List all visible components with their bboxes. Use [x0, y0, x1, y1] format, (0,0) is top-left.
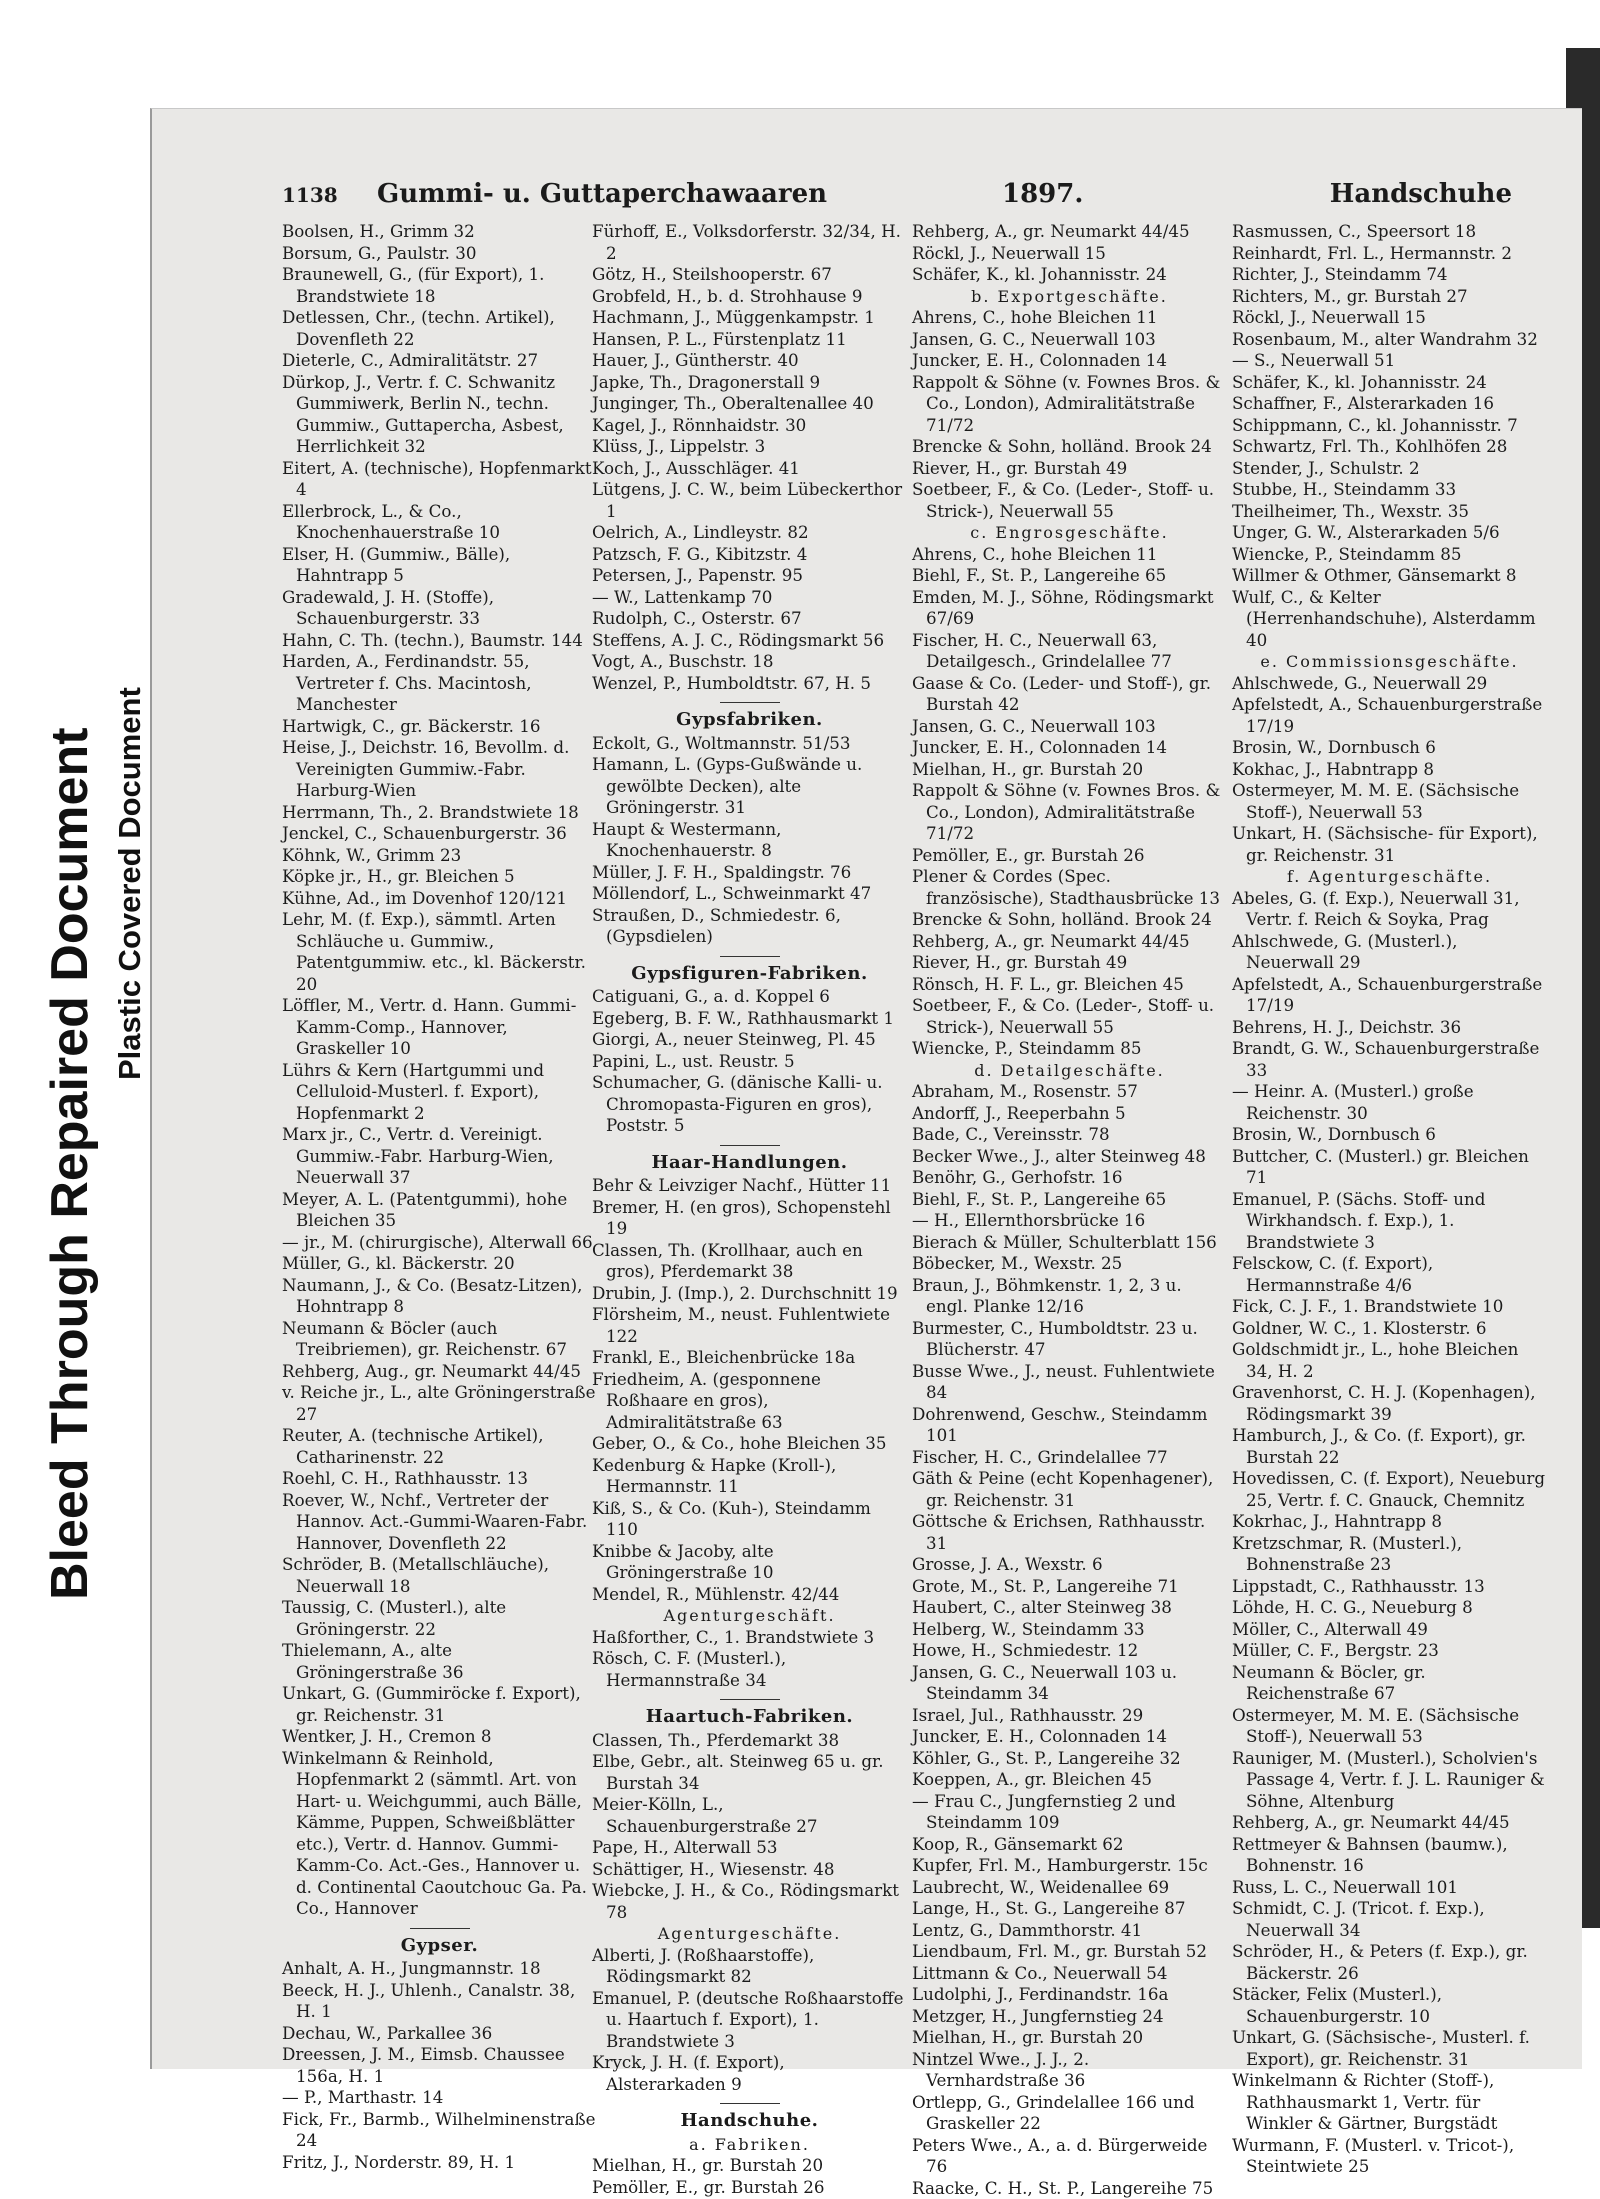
section-heading: Gypsfiguren-Fabriken. — [592, 963, 907, 985]
directory-entry: Apfelstedt, A., Schauenburgerstraße 17/19 — [1232, 974, 1547, 1017]
directory-entry: Fritz, J., Norderstr. 89, H. 1 — [282, 2152, 597, 2174]
directory-entry: Fischer, H. C., Grindelallee 77 — [912, 1447, 1227, 1469]
directory-entry: Soetbeer, F., & Co. (Leder-, Stoff- u. Strick-), Neuerwall 55 — [912, 995, 1227, 1038]
directory-entry: Schättiger, H., Wiesenstr. 48 — [592, 1859, 907, 1881]
column-2 — [592, 221, 907, 2198]
directory-entry: — H., Ellernthorsbrücke 16 — [912, 1210, 1227, 1232]
directory-entry: Hamburch, J., & Co. (f. Export), gr. Burstah 22 — [1232, 1425, 1547, 1468]
directory-entry: Flörsheim, M., neust. Fuhlentwiete 122 — [592, 1304, 907, 1347]
directory-entry: Plener & Cordes (Spec. französische), Stadthausbrücke 13 — [912, 866, 1227, 909]
directory-entry: Fick, C. J. F., 1. Brandstwiete 10 — [1232, 1296, 1547, 1318]
directory-entry: Laubrecht, W., Weidenallee 69 — [912, 1877, 1227, 1899]
directory-entry: Schäfer, K., kl. Johannisstr. 24 — [912, 264, 1227, 286]
directory-entry: Felsckow, C. (f. Export), Hermannstraße 4/6 — [1232, 1253, 1547, 1296]
directory-entry: Wentker, J. H., Cremon 8 — [282, 1726, 597, 1748]
directory-entry: Rosenbaum, M., alter Wandrahm 32 — [1232, 329, 1547, 351]
directory-entry: Löhde, H. C. G., Neueburg 8 — [1232, 1597, 1547, 1619]
directory-entry: Unger, G. W., Alsterarkaden 5/6 — [1232, 522, 1547, 544]
directory-entry: Möller, C., Alterwall 49 — [1232, 1619, 1547, 1641]
directory-entry: Naumann, J., & Co. (Besatz-Litzen), Hohntrapp 8 — [282, 1275, 597, 1318]
directory-entry: Schaffner, F., Alsterarkaden 16 — [1232, 393, 1547, 415]
directory-entry: Giorgi, A., neuer Steinweg, Pl. 45 — [592, 1029, 907, 1051]
directory-entry: Goldschmidt jr., L., hohe Bleichen 34, H. 2 — [1232, 1339, 1547, 1382]
subsection-heading: b. Exportgeschäfte. — [912, 286, 1227, 308]
directory-entry: Juncker, E. H., Colonnaden 14 — [912, 1726, 1227, 1748]
directory-entry: Heise, J., Deichstr. 16, Bevollm. d. Vereinigten Gummiw.-Fabr. Harburg-Wien — [282, 737, 597, 802]
directory-entry: Köpke jr., H., gr. Bleichen 5 — [282, 866, 597, 888]
directory-entry: Ahrens, C., hohe Bleichen 11 — [912, 544, 1227, 566]
directory-entry: Lentz, G., Dammthorstr. 41 — [912, 1920, 1227, 1942]
directory-entry: Richter, J., Steindamm 74 — [1232, 264, 1547, 286]
directory-entry: Röckl, J., Neuerwall 15 — [912, 243, 1227, 265]
plastic-covered-stamp: Plastic Covered Document — [112, 687, 148, 1080]
directory-entry: — jr., M. (chirurgische), Alterwall 66 — [282, 1232, 597, 1254]
column-3 — [912, 221, 1227, 2199]
directory-entry: Lütgens, J. C. W., beim Lübeckerthor 1 — [592, 479, 907, 522]
directory-entry: Unkart, G. (Sächsische-, Musterl. f. Export), gr. Reichenstr. 31 — [1232, 2027, 1547, 2070]
directory-entry: Wenzel, P., Humboldtstr. 67, H. 5 — [592, 673, 907, 695]
directory-entry: Koch, J., Ausschläger. 41 — [592, 458, 907, 480]
directory-entry: Riever, H., gr. Burstah 49 — [912, 458, 1227, 480]
directory-entry: Brandt, G. W., Schauenburgerstraße 33 — [1232, 1038, 1547, 1081]
directory-entry: Lange, H., St. G., Langereihe 87 — [912, 1898, 1227, 1920]
directory-entry: Elbe, Gebr., alt. Steinweg 65 u. gr. Burstah 34 — [592, 1751, 907, 1794]
directory-entry: — P., Marthastr. 14 — [282, 2087, 597, 2109]
directory-entry: Biehl, F., St. P., Langereihe 65 — [912, 565, 1227, 587]
directory-entry: Möllendorf, L., Schweinmarkt 47 — [592, 883, 907, 905]
directory-entry: Rösch, C. F. (Musterl.), Hermannstraße 34 — [592, 1648, 907, 1691]
section-divider — [720, 1145, 780, 1146]
directory-entry: Elser, H. (Gummiw., Bälle), Hahntrapp 5 — [282, 544, 597, 587]
scan-stamps — [0, 540, 120, 1640]
directory-page — [150, 108, 1582, 2069]
directory-entry: Koeppen, A., gr. Bleichen 45 — [912, 1769, 1227, 1791]
directory-entry: Kokhac, J., Habntrapp 8 — [1232, 759, 1547, 781]
directory-entry: Rehberg, A., gr. Neumarkt 44/45 — [1232, 1812, 1547, 1834]
section-divider — [720, 2103, 780, 2104]
directory-entry: Stubbe, H., Steindamm 33 — [1232, 479, 1547, 501]
directory-entry: Buttcher, C. (Musterl.) gr. Bleichen 71 — [1232, 1146, 1547, 1189]
directory-entry: Jansen, G. C., Neuerwall 103 — [912, 716, 1227, 738]
page-title: Gummi- u. Guttaperchawaaren — [377, 179, 827, 209]
directory-entry: Juncker, E. H., Colonnaden 14 — [912, 737, 1227, 759]
directory-entry: Jansen, G. C., Neuerwall 103 — [912, 329, 1227, 351]
section-heading: Haar-Handlungen. — [592, 1152, 907, 1174]
directory-entry: Ludolphi, J., Ferdinandstr. 16a — [912, 1984, 1227, 2006]
directory-entry: Herrmann, Th., 2. Brandstwiete 18 — [282, 802, 597, 824]
directory-entry: Catiguani, G., a. d. Koppel 6 — [592, 986, 907, 1008]
directory-entry: Pemöller, E., gr. Burstah 26 — [592, 2177, 907, 2199]
directory-entry: Knibbe & Jacoby, alte Gröningerstraße 10 — [592, 1541, 907, 1584]
directory-entry: Schumacher, G. (dänische Kalli- u. Chromopasta-Figuren en gros), Poststr. 5 — [592, 1072, 907, 1137]
section-divider — [410, 1928, 470, 1929]
directory-entry: Gravenhorst, C. H. J. (Kopenhagen), Rödingsmarkt 39 — [1232, 1382, 1547, 1425]
directory-entry: Russ, L. C., Neuerwall 101 — [1232, 1877, 1547, 1899]
directory-entry: Apfelstedt, A., Schauenburgerstraße 17/19 — [1232, 694, 1547, 737]
directory-entry: Ostermeyer, M. M. E. (Sächsische Stoff-), Neuerwall 53 — [1232, 1705, 1547, 1748]
directory-entry: Böbecker, M., Wexstr. 25 — [912, 1253, 1227, 1275]
directory-entry: Neumann & Böcler (auch Treibriemen), gr. Reichenstr. 67 — [282, 1318, 597, 1361]
directory-entry: Bade, C., Vereinsstr. 78 — [912, 1124, 1227, 1146]
directory-entry: Kretzschmar, R. (Musterl.), Bohnenstraße 23 — [1232, 1533, 1547, 1576]
directory-entry: Biehl, F., St. P., Langereihe 65 — [912, 1189, 1227, 1211]
directory-entry: Ortlepp, G., Grindelallee 166 und Graskeller 22 — [912, 2092, 1227, 2135]
directory-entry: Raacke, C. H., St. P., Langereihe 75 — [912, 2178, 1227, 2199]
directory-entry: Jenckel, C., Schauenburgerstr. 36 — [282, 823, 597, 845]
directory-entry: Löffler, M., Vertr. d. Hann. Gummi-Kamm-Comp., Hannover, Graskeller 10 — [282, 995, 597, 1060]
directory-entry: Bierach & Müller, Schulterblatt 156 — [912, 1232, 1227, 1254]
directory-entry: Rappolt & Söhne (v. Fownes Bros. & Co., London), Admiralitätstraße 71/72 — [912, 780, 1227, 845]
directory-entry: Schippmann, C., kl. Johannisstr. 7 — [1232, 415, 1547, 437]
bleed-through-stamp: Bleed Through Repaired Document — [40, 727, 100, 1600]
directory-entry: Theilheimer, Th., Wexstr. 35 — [1232, 501, 1547, 523]
directory-entry: Stender, J., Schulstr. 2 — [1232, 458, 1547, 480]
directory-entry: Kagel, J., Rönnhaidstr. 30 — [592, 415, 907, 437]
directory-entry: Lippstadt, C., Rathhausstr. 13 — [1232, 1576, 1547, 1598]
directory-entry: Anhalt, A. H., Jungmannstr. 18 — [282, 1958, 597, 1980]
directory-entry: Hahn, C. Th. (techn.), Baumstr. 144 — [282, 630, 597, 652]
directory-entry: Ostermeyer, M. M. E. (Sächsische Stoff-), Neuerwall 53 — [1232, 780, 1547, 823]
directory-entry: Koop, R., Gänsemarkt 62 — [912, 1834, 1227, 1856]
directory-entry: Haubert, C., alter Steinweg 38 — [912, 1597, 1227, 1619]
subsection-heading: a. Fabriken. — [592, 2134, 907, 2156]
directory-entry: Wiebcke, J. H., & Co., Rödingsmarkt 78 — [592, 1880, 907, 1923]
directory-entry: Grobfeld, H., b. d. Strohhause 9 — [592, 286, 907, 308]
directory-entry: Hauer, J., Güntherstr. 40 — [592, 350, 907, 372]
column-4 — [1232, 221, 1547, 2178]
directory-entry: Richters, M., gr. Burstah 27 — [1232, 286, 1547, 308]
directory-entry: Schwartz, Frl. Th., Kohlhöfen 28 — [1232, 436, 1547, 458]
directory-entry: Müller, G., kl. Bäckerstr. 20 — [282, 1253, 597, 1275]
directory-entry: Schröder, B. (Metallschläuche), Neuerwall 18 — [282, 1554, 597, 1597]
directory-entry: Ellerbrock, L., & Co., Knochenhauerstraße 10 — [282, 501, 597, 544]
page-number: 1138 — [282, 183, 338, 207]
directory-entry: Grote, M., St. P., Langereihe 71 — [912, 1576, 1227, 1598]
directory-entry: Rappolt & Söhne (v. Fownes Bros. & Co., London), Admiralitätstraße 71/72 — [912, 372, 1227, 437]
section-heading: Haartuch-Fabriken. — [592, 1706, 907, 1728]
directory-entry: Ahlschwede, G., Neuerwall 29 — [1232, 673, 1547, 695]
directory-entry: Japke, Th., Dragonerstall 9 — [592, 372, 907, 394]
directory-entry: Schäfer, K., kl. Johannisstr. 24 — [1232, 372, 1547, 394]
directory-entry: Kühne, Ad., im Dovenhof 120/121 — [282, 888, 597, 910]
subsection-heading: f. Agenturgeschäfte. — [1232, 866, 1547, 888]
directory-entry: Rehberg, Aug., gr. Neumarkt 44/45 — [282, 1361, 597, 1383]
directory-entry: Kryck, J. H. (f. Export), Alsterarkaden 9 — [592, 2052, 907, 2095]
directory-entry: Taussig, C. (Musterl.), alte Gröningerstr. 22 — [282, 1597, 597, 1640]
directory-entry: Drubin, J. (Imp.), 2. Durchschnitt 19 — [592, 1283, 907, 1305]
section-divider — [720, 1699, 780, 1700]
directory-entry: Rauniger, M. (Musterl.), Scholvien's Passage 4, Vertr. f. J. L. Rauniger & Söhne, Altenburg — [1232, 1748, 1547, 1813]
directory-entry: Lehr, M. (f. Exp.), sämmtl. Arten Schläuche u. Gummiw., Patentgummiw. etc., kl. Bäckerstr. 20 — [282, 909, 597, 995]
directory-entry: Emden, M. J., Söhne, Rödingsmarkt 67/69 — [912, 587, 1227, 630]
directory-entry: Liendbaum, Frl. M., gr. Burstah 52 — [912, 1941, 1227, 1963]
directory-entry: Marx jr., C., Vertr. d. Vereinigt. Gummiw.-Fabr. Harburg-Wien, Neuerwall 37 — [282, 1124, 597, 1189]
directory-entry: Abraham, M., Rosenstr. 57 — [912, 1081, 1227, 1103]
directory-entry: Burmester, C., Humboldtstr. 23 u. Blücherstr. 47 — [912, 1318, 1227, 1361]
directory-entry: Grosse, J. A., Wexstr. 6 — [912, 1554, 1227, 1576]
directory-entry: Wiencke, P., Steindamm 85 — [1232, 544, 1547, 566]
directory-entry: — Heinr. A. (Musterl.) große Reichenstr. 30 — [1232, 1081, 1547, 1124]
directory-entry: Rasmussen, C., Speersort 18 — [1232, 221, 1547, 243]
directory-entry: Brencke & Sohn, holländ. Brook 24 — [912, 909, 1227, 931]
directory-entry: Steffens, A. J. C., Rödingsmarkt 56 — [592, 630, 907, 652]
directory-entry: Meier-Kölln, L., Schauenburgerstraße 27 — [592, 1794, 907, 1837]
page-year: 1897. — [1002, 179, 1083, 209]
directory-entry: Mendel, R., Mühlenstr. 42/44 — [592, 1584, 907, 1606]
directory-entry: Mielhan, H., gr. Burstah 20 — [912, 759, 1227, 781]
directory-entry: Thielemann, A., alte Gröningerstraße 36 — [282, 1640, 597, 1683]
directory-entry: Fürhoff, E., Volksdorferstr. 32/34, H. 2 — [592, 221, 907, 264]
directory-entry: Dechau, W., Parkallee 36 — [282, 2023, 597, 2045]
directory-entry: Emanuel, P. (Sächs. Stoff- und Wirkhandsch. f. Exp.), 1. Brandstwiete 3 — [1232, 1189, 1547, 1254]
directory-entry: Köhnk, W., Grimm 23 — [282, 845, 597, 867]
directory-entry: Pemöller, E., gr. Burstah 26 — [912, 845, 1227, 867]
directory-entry: Fick, Fr., Barmb., Wilhelminenstraße 24 — [282, 2109, 597, 2152]
directory-entry: Gäth & Peine (echt Kopenhagener), gr. Reichenstr. 31 — [912, 1468, 1227, 1511]
directory-entry: Rönsch, H. F. L., gr. Bleichen 45 — [912, 974, 1227, 996]
directory-entry: Müller, C. F., Bergstr. 23 — [1232, 1640, 1547, 1662]
directory-entry: Dürkop, J., Vertr. f. C. Schwanitz Gummiwerk, Berlin N., techn. Gummiw., Guttapercha, Asbest, Herrlichkeit 32 — [282, 372, 597, 458]
directory-entry: Hartwigk, C., gr. Bäckerstr. 16 — [282, 716, 597, 738]
directory-entry: Brosin, W., Dornbusch 6 — [1232, 1124, 1547, 1146]
directory-entry: Rudolph, C., Osterstr. 67 — [592, 608, 907, 630]
directory-entry: Ahrens, C., hohe Bleichen 11 — [912, 307, 1227, 329]
directory-entry: Röckl, J., Neuerwall 15 — [1232, 307, 1547, 329]
directory-entry: Borsum, G., Paulstr. 30 — [282, 243, 597, 265]
directory-entry: Haßforther, C., 1. Brandstwiete 3 — [592, 1627, 907, 1649]
section-heading: Handschuhe. — [592, 2110, 907, 2132]
directory-entry: Gaase & Co. (Leder- und Stoff-), gr. Burstah 42 — [912, 673, 1227, 716]
directory-entry: Friedheim, A. (gesponnene Roßhaare en gros), Admiralitätstraße 63 — [592, 1369, 907, 1434]
directory-entry: Harden, A., Ferdinandstr. 55, Vertreter f. Chs. Macintosh, Manchester — [282, 651, 597, 716]
directory-entry: Soetbeer, F., & Co. (Leder-, Stoff- u. Strick-), Neuerwall 55 — [912, 479, 1227, 522]
section-heading: Gypser. — [282, 1935, 597, 1957]
directory-entry: Emanuel, P. (deutsche Roßhaarstoffe u. Haartuch f. Export), 1. Brandstwiete 3 — [592, 1988, 907, 2053]
directory-entry: Patzsch, F. G., Kibitzstr. 4 — [592, 544, 907, 566]
directory-entry: Littmann & Co., Neuerwall 54 — [912, 1963, 1227, 1985]
directory-entry: Abeles, G. (f. Exp.), Neuerwall 31, Vertr. f. Reich & Soyka, Prag — [1232, 888, 1547, 931]
directory-entry: Benöhr, G., Gerhofstr. 16 — [912, 1167, 1227, 1189]
directory-entry: Rehberg, A., gr. Neumarkt 44/45 — [912, 221, 1227, 243]
directory-entry: Geber, O., & Co., hohe Bleichen 35 — [592, 1433, 907, 1455]
directory-entry: Egeberg, B. F. W., Rathhausmarkt 1 — [592, 1008, 907, 1030]
directory-entry: Schröder, H., & Peters (f. Exp.), gr. Bäckerstr. 26 — [1232, 1941, 1547, 1984]
directory-entry: Howe, H., Schmiedestr. 12 — [912, 1640, 1227, 1662]
directory-entry: Hansen, P. L., Fürstenplatz 11 — [592, 329, 907, 351]
directory-entry: Hamann, L. (Gyps-Gußwände u. gewölbte Decken), alte Gröningerstr. 31 — [592, 754, 907, 819]
directory-entry: Alberti, J. (Roßhaarstoffe), Rödingsmarkt 82 — [592, 1945, 907, 1988]
directory-entry: Hachmann, J., Müggenkampstr. 1 — [592, 307, 907, 329]
directory-entry: Winkelmann & Reinhold, Hopfenmarkt 2 (sämmtl. Art. von Hart- u. Weichgummi, auch Bälle, Kämme, Puppen, Schweißblätter etc.), Vertr. d. Hannov. Gummi-Kamm-Co. Act.-Ges., Hannover u. d. Continental Caoutchouc Ga. Pa. Co., Hannover — [282, 1748, 597, 1920]
directory-entry: Meyer, A. L. (Patentgummi), hohe Bleichen 35 — [282, 1189, 597, 1232]
directory-entry: Israel, Jul., Rathhausstr. 29 — [912, 1705, 1227, 1727]
directory-entry: Kupfer, Frl. M., Hamburgerstr. 15c — [912, 1855, 1227, 1877]
directory-entry: Bremer, H. (en gros), Schopenstehl 19 — [592, 1197, 907, 1240]
section-divider — [720, 702, 780, 703]
directory-entry: Pape, H., Alterwall 53 — [592, 1837, 907, 1859]
directory-entry: Reinhardt, Frl. L., Hermannstr. 2 — [1232, 243, 1547, 265]
directory-entry: Brencke & Sohn, holländ. Brook 24 — [912, 436, 1227, 458]
directory-entry: Köhler, G., St. P., Langereihe 32 — [912, 1748, 1227, 1770]
directory-entry: Metzger, H., Jungfernstieg 24 — [912, 2006, 1227, 2028]
directory-entry: Wurmann, F. (Musterl. v. Tricot-), Steintwiete 25 — [1232, 2135, 1547, 2178]
subsection-heading: Agenturgeschäft. — [592, 1605, 907, 1627]
directory-entry: Mielhan, H., gr. Burstah 20 — [592, 2155, 907, 2177]
directory-entry: — W., Lattenkamp 70 — [592, 587, 907, 609]
directory-entry: Peters Wwe., A., a. d. Bürgerweide 76 — [912, 2135, 1227, 2178]
directory-entry: Braunewell, G., (für Export), 1. Brandstwiete 18 — [282, 264, 597, 307]
directory-entry: Rettmeyer & Bahnsen (baumw.), Bohnenstr. 16 — [1232, 1834, 1547, 1877]
page-header — [282, 179, 1512, 219]
directory-entry: Papini, L., ust. Reustr. 5 — [592, 1051, 907, 1073]
directory-entry: Riever, H., gr. Burstah 49 — [912, 952, 1227, 974]
directory-entry: Reuter, A. (technische Artikel), Catharinenstr. 22 — [282, 1425, 597, 1468]
directory-entry: Andorff, J., Reeperbahn 5 — [912, 1103, 1227, 1125]
directory-entry: Müller, J. F. H., Spaldingstr. 76 — [592, 862, 907, 884]
directory-entry: Behrens, H. J., Deichstr. 36 — [1232, 1017, 1547, 1039]
directory-entry: Beeck, H. J., Uhlenh., Canalstr. 38, H. 1 — [282, 1980, 597, 2023]
directory-entry: Vogt, A., Buschstr. 18 — [592, 651, 907, 673]
directory-entry: Klüss, J., Lippelstr. 3 — [592, 436, 907, 458]
directory-entry: Boolsen, H., Grimm 32 — [282, 221, 597, 243]
directory-entry: Eitert, A. (technische), Hopfenmarkt 4 — [282, 458, 597, 501]
directory-entry: Nintzel Wwe., J. J., 2. Vernhardstraße 36 — [912, 2049, 1227, 2092]
directory-entry: Kedenburg & Hapke (Kroll-), Hermannstr. 11 — [592, 1455, 907, 1498]
directory-entry: Ahlschwede, G. (Musterl.), Neuerwall 29 — [1232, 931, 1547, 974]
directory-entry: Classen, Th. (Krollhaar, auch en gros), Pferdemarkt 38 — [592, 1240, 907, 1283]
directory-entry: Roever, W., Nchf., Vertreter der Hannov. Act.-Gummi-Waaren-Fabr. Hannover, Dovenfleth 22 — [282, 1490, 597, 1555]
directory-entry: Wulf, C., & Kelter (Herrenhandschuhe), Alsterdamm 40 — [1232, 587, 1547, 652]
directory-entry: Kokrhac, J., Hahntrapp 8 — [1232, 1511, 1547, 1533]
directory-entry: Brosin, W., Dornbusch 6 — [1232, 737, 1547, 759]
directory-entry: Goldner, W. C., 1. Klosterstr. 6 — [1232, 1318, 1547, 1340]
directory-entry: Kiß, S., & Co. (Kuh-), Steindamm 110 — [592, 1498, 907, 1541]
directory-entry: v. Reiche jr., L., alte Gröningerstraße 27 — [282, 1382, 597, 1425]
column-1 — [282, 221, 597, 2173]
subsection-heading: e. Commissionsgeschäfte. — [1232, 651, 1547, 673]
directory-entry: Gradewald, J. H. (Stoffe), Schauenburgerstr. 33 — [282, 587, 597, 630]
directory-entry: Behr & Leivziger Nachf., Hütter 11 — [592, 1175, 907, 1197]
directory-entry: Stäcker, Felix (Musterl.), Schauenburgerstr. 10 — [1232, 1984, 1547, 2027]
section-divider — [720, 956, 780, 957]
directory-entry: Fischer, H. C., Neuerwall 63, Detailgesch., Grindelallee 77 — [912, 630, 1227, 673]
directory-entry: Dieterle, C., Admiralitätstr. 27 — [282, 350, 597, 372]
subsection-heading: d. Detailgeschäfte. — [912, 1060, 1227, 1082]
directory-entry: Götz, H., Steilshooperstr. 67 — [592, 264, 907, 286]
directory-entry: Rehberg, A., gr. Neumarkt 44/45 — [912, 931, 1227, 953]
directory-entry: Detlessen, Chr., (techn. Artikel), Dovenfleth 22 — [282, 307, 597, 350]
directory-entry: Petersen, J., Papenstr. 95 — [592, 565, 907, 587]
directory-entry: Wiencke, P., Steindamm 85 — [912, 1038, 1227, 1060]
directory-entry: Dreessen, J. M., Eimsb. Chaussee 156a, H. 1 — [282, 2044, 597, 2087]
directory-entry: — S., Neuerwall 51 — [1232, 350, 1547, 372]
subsection-heading: Agenturgeschäfte. — [592, 1923, 907, 1945]
directory-entry: Hovedissen, C. (f. Export), Neueburg 25, Vertr. f. C. Gnauck, Chemnitz — [1232, 1468, 1547, 1511]
directory-entry: Classen, Th., Pferdemarkt 38 — [592, 1730, 907, 1752]
directory-entry: Frankl, E., Bleichenbrücke 18a — [592, 1347, 907, 1369]
directory-entry: Göttsche & Erichsen, Rathhausstr. 31 — [912, 1511, 1227, 1554]
directory-entry: Dohrenwend, Geschw., Steindamm 101 — [912, 1404, 1227, 1447]
directory-entry: Roehl, C. H., Rathhausstr. 13 — [282, 1468, 597, 1490]
directory-entry: Neumann & Böcler, gr. Reichenstraße 67 — [1232, 1662, 1547, 1705]
directory-entry: Unkart, G. (Gummiröcke f. Export), gr. Reichenstr. 31 — [282, 1683, 597, 1726]
directory-entry: Juncker, E. H., Colonnaden 14 — [912, 350, 1227, 372]
directory-entry: Unkart, H. (Sächsische- für Export), gr. Reichenstr. 31 — [1232, 823, 1547, 866]
directory-entry: Winkelmann & Richter (Stoff-), Rathhausmarkt 1, Vertr. für Winkler & Gärtner, Burgstädt — [1232, 2070, 1547, 2135]
directory-entry: Helberg, W., Steindamm 33 — [912, 1619, 1227, 1641]
directory-entry: — Frau C., Jungfernstieg 2 und Steindamm 109 — [912, 1791, 1227, 1834]
section-heading: Gypsfabriken. — [592, 709, 907, 731]
subsection-heading: c. Engrosgeschäfte. — [912, 522, 1227, 544]
directory-entry: Willmer & Othmer, Gänsemarkt 8 — [1232, 565, 1547, 587]
directory-entry: Braun, J., Böhmkenstr. 1, 2, 3 u. engl. Planke 12/16 — [912, 1275, 1227, 1318]
directory-entry: Busse Wwe., J., neust. Fuhlentwiete 84 — [912, 1361, 1227, 1404]
directory-entry: Oelrich, A., Lindleystr. 82 — [592, 522, 907, 544]
directory-entry: Schmidt, C. J. (Tricot. f. Exp.), Neuerwall 34 — [1232, 1898, 1547, 1941]
directory-entry: Straußen, D., Schmiedestr. 6, (Gypsdielen) — [592, 905, 907, 948]
directory-entry: Jansen, G. C., Neuerwall 103 u. Steindamm 34 — [912, 1662, 1227, 1705]
directory-entry: Becker Wwe., J., alter Steinweg 48 — [912, 1146, 1227, 1168]
directory-entry: Mielhan, H., gr. Burstah 20 — [912, 2027, 1227, 2049]
directory-entry: Haupt & Westermann, Knochenhauerstr. 8 — [592, 819, 907, 862]
directory-entry: Eckolt, G., Woltmannstr. 51/53 — [592, 733, 907, 755]
directory-entry: Junginger, Th., Oberaltenallee 40 — [592, 393, 907, 415]
directory-entry: Lührs & Kern (Hartgummi und Celluloid-Musterl. f. Export), Hopfenmarkt 2 — [282, 1060, 597, 1125]
section-title: Handschuhe — [1330, 179, 1512, 209]
